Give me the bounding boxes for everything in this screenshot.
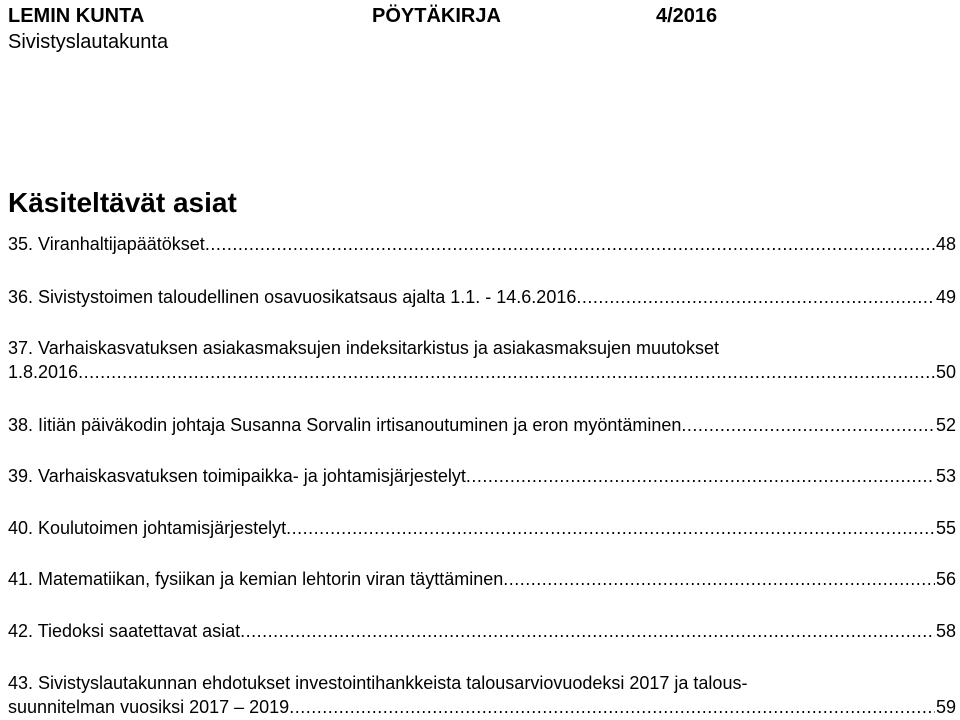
toc-entry-title: 39. Varhaiskasvatuksen toimipaikka- ja johtamisjärjestelyt — [8, 466, 466, 486]
toc-entry[interactable] — [8, 619, 956, 643]
toc-leader-dots — [205, 232, 935, 256]
toc-leader-dots — [576, 285, 935, 309]
toc-leader-dots — [286, 516, 935, 540]
toc-entry[interactable] — [8, 232, 956, 256]
municipality-name: LEMIN KUNTA — [8, 5, 145, 27]
toc-entry[interactable] — [8, 567, 956, 591]
toc-leader-dots — [503, 567, 935, 591]
toc-page-number: 48 — [935, 234, 956, 254]
toc-entry-title: 35. Viranhaltijapäätökset — [8, 234, 205, 254]
toc-page-number: 52 — [935, 415, 956, 435]
toc-entry-title: 42. Tiedoksi saatettavat asiat — [8, 621, 241, 641]
toc-page-number: 53 — [935, 466, 956, 486]
toc-entry[interactable] — [8, 413, 956, 437]
toc-page-number: 56 — [935, 569, 956, 589]
board-name: Sivistyslautakunta — [8, 31, 169, 53]
document-header — [8, 4, 952, 54]
document-type: PÖYTÄKIRJA — [372, 5, 501, 27]
toc-entry-title: suunnitelman vuosiksi 2017 – 2019 — [8, 697, 290, 717]
toc-entry-title: 41. Matematiikan, fysiikan ja kemian lehtorin viran täyttäminen — [8, 569, 504, 589]
toc-entry[interactable] — [8, 285, 956, 309]
toc-entry-title-line1: 37. Varhaiskasvatuksen asiakasmaksujen indeksitarkistus ja asiakasmaksujen muutokset — [8, 338, 720, 358]
toc-entry[interactable] — [8, 336, 956, 384]
toc-page-number: 55 — [935, 518, 956, 538]
toc-leader-dots — [240, 619, 935, 643]
toc-page-number: 58 — [935, 621, 956, 641]
toc-entry-title: 40. Koulutoimen johtamisjärjestelyt — [8, 518, 287, 538]
toc-entry[interactable] — [8, 516, 956, 540]
toc-entry-title: 38. Iitiän päiväkodin johtaja Susanna Sorvalin irtisanoutuminen ja eron myöntäminen — [8, 415, 682, 435]
document-number: 4/2016 — [656, 5, 718, 27]
toc-leader-dots — [466, 464, 935, 488]
section-heading: Käsiteltävät asiat — [8, 187, 237, 218]
toc-leader-dots — [78, 360, 935, 384]
toc-leader-dots — [681, 413, 935, 437]
toc-leader-dots — [289, 695, 935, 719]
toc-entry-title: 36. Sivistystoimen taloudellinen osavuosikatsaus ajalta 1.1. - 14.6.2016 — [8, 287, 577, 307]
toc-entry[interactable] — [8, 671, 956, 719]
toc-page-number: 50 — [935, 362, 956, 382]
toc-page-number: 49 — [935, 287, 956, 307]
toc-entry-title-line1: 43. Sivistyslautakunnan ehdotukset investointihankkeista talousarviovuodeksi 2017 ja talous- — [8, 673, 748, 693]
toc-page-number: 59 — [935, 697, 956, 717]
toc-entry-title: 1.8.2016 — [8, 362, 79, 382]
toc-entry[interactable] — [8, 464, 956, 488]
